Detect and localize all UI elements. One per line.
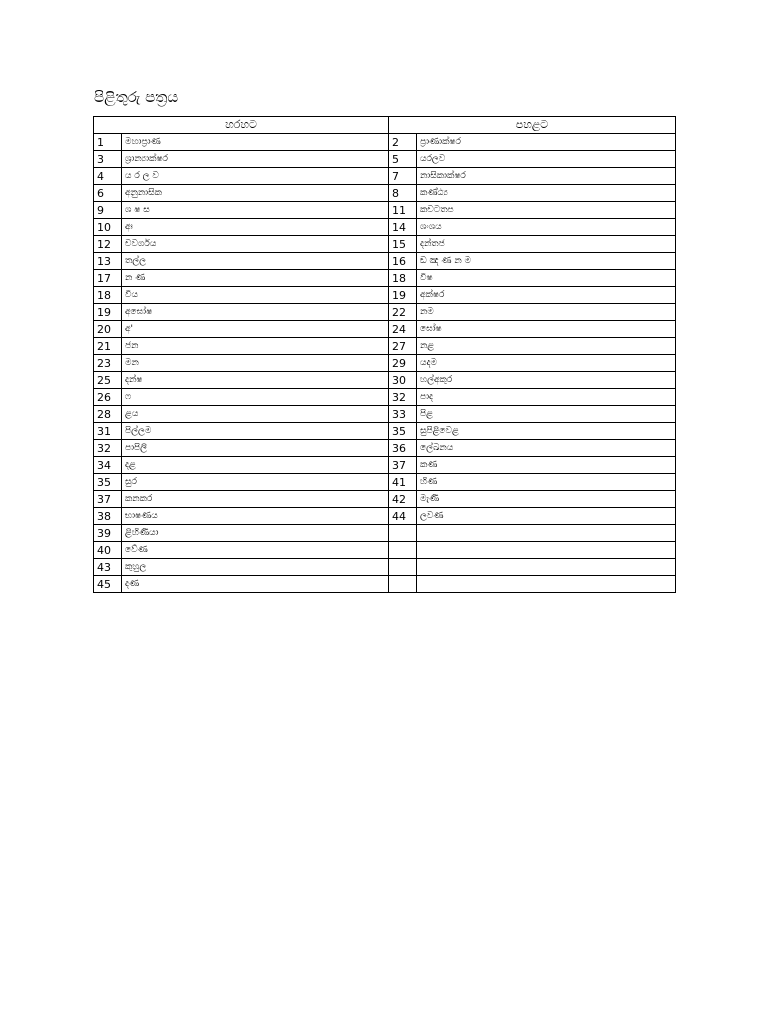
- across-answer: විය: [122, 287, 389, 304]
- down-answer: යරලව: [417, 151, 676, 168]
- down-number: 29: [389, 355, 417, 372]
- down-answer: කණ්ඨ්‍ය: [417, 185, 676, 202]
- across-number: 21: [94, 338, 122, 355]
- across-number: 35: [94, 474, 122, 491]
- across-answer: අ': [122, 321, 389, 338]
- table-row: [94, 236, 676, 253]
- across-answer: අඝෝෂ: [122, 304, 389, 321]
- down-number: [389, 525, 417, 542]
- across-number: 43: [94, 559, 122, 576]
- table-row: [94, 355, 676, 372]
- down-answer: ඝෝෂ: [417, 321, 676, 338]
- table-row: [94, 338, 676, 355]
- down-answer: හල්අකුර: [417, 372, 676, 389]
- down-number: 41: [389, 474, 417, 491]
- table-row: [94, 474, 676, 491]
- down-answer: [417, 542, 676, 559]
- table-row: [94, 134, 676, 151]
- table-row: [94, 321, 676, 338]
- across-number: 18: [94, 287, 122, 304]
- across-answer: පාපිලි: [122, 440, 389, 457]
- down-number: 2: [389, 134, 417, 151]
- table-row: [94, 151, 676, 168]
- down-answer: [417, 576, 676, 593]
- across-answer: ළිහිණියා: [122, 525, 389, 542]
- down-answer: හිණ: [417, 474, 676, 491]
- table-row: [94, 423, 676, 440]
- across-answer: දණ: [122, 576, 389, 593]
- header-down: පහළට: [389, 117, 676, 134]
- down-number: 11: [389, 202, 417, 219]
- table-row: [94, 185, 676, 202]
- across-number: 23: [94, 355, 122, 372]
- across-number: 32: [94, 440, 122, 457]
- down-number: 5: [389, 151, 417, 168]
- across-answer: න ණ: [122, 270, 389, 287]
- across-answer: පිල්ලම: [122, 423, 389, 440]
- table-row: [94, 253, 676, 270]
- table-row: [94, 559, 676, 576]
- down-answer: කචටතප: [417, 202, 676, 219]
- table-row: [94, 270, 676, 287]
- across-answer: කුහුල: [122, 559, 389, 576]
- down-answer: පිළ: [417, 406, 676, 423]
- table-row: [94, 168, 676, 185]
- across-number: 3: [94, 151, 122, 168]
- across-answer: දන්ෂ: [122, 372, 389, 389]
- down-number: [389, 559, 417, 576]
- across-number: 13: [94, 253, 122, 270]
- down-number: 24: [389, 321, 417, 338]
- across-number: 39: [94, 525, 122, 542]
- across-answer: කනකර: [122, 491, 389, 508]
- across-number: 17: [94, 270, 122, 287]
- down-answer: [417, 525, 676, 542]
- table-row: [94, 219, 676, 236]
- down-answer: ලේඛනය: [417, 440, 676, 457]
- down-number: 35: [389, 423, 417, 440]
- across-number: 4: [94, 168, 122, 185]
- across-answer: වේණ: [122, 542, 389, 559]
- down-number: 8: [389, 185, 417, 202]
- table-row: [94, 287, 676, 304]
- down-answer: ශංශය: [417, 219, 676, 236]
- across-number: 9: [94, 202, 122, 219]
- down-answer: ප්‍රාණාක්ෂර: [417, 134, 676, 151]
- table-row: [94, 440, 676, 457]
- across-number: 34: [94, 457, 122, 474]
- header-across: හරහට: [94, 117, 389, 134]
- across-answer: ශ්‍රාන්‍යාක්ෂර: [122, 151, 389, 168]
- down-number: 44: [389, 508, 417, 525]
- across-answer: මහාප්‍රාණ: [122, 134, 389, 151]
- down-answer: මැණි: [417, 491, 676, 508]
- table-header-row: [94, 117, 676, 134]
- across-number: 26: [94, 389, 122, 406]
- across-answer: අනුනාසික: [122, 185, 389, 202]
- down-number: 36: [389, 440, 417, 457]
- across-number: 20: [94, 321, 122, 338]
- across-number: 40: [94, 542, 122, 559]
- down-number: 22: [389, 304, 417, 321]
- down-number: [389, 542, 417, 559]
- across-answer: ය ර ල ව: [122, 168, 389, 185]
- answer-table-body: [94, 134, 676, 593]
- down-answer: [417, 559, 676, 576]
- down-number: 18: [389, 270, 417, 287]
- down-answer: කණ: [417, 457, 676, 474]
- across-answer: තල්ල: [122, 253, 389, 270]
- down-number: 27: [389, 338, 417, 355]
- down-answer: පාද: [417, 389, 676, 406]
- across-answer: ෆ: [122, 389, 389, 406]
- down-number: [389, 576, 417, 593]
- down-answer: නාසිකාක්ෂර: [417, 168, 676, 185]
- down-answer: අක්ෂර: [417, 287, 676, 304]
- across-answer: අඃ: [122, 219, 389, 236]
- down-answer: විෂ: [417, 270, 676, 287]
- down-answer: දන්තජ: [417, 236, 676, 253]
- table-row: [94, 576, 676, 593]
- table-row: [94, 491, 676, 508]
- across-number: 31: [94, 423, 122, 440]
- across-answer: ශ ෂ ස: [122, 202, 389, 219]
- table-row: [94, 457, 676, 474]
- across-number: 1: [94, 134, 122, 151]
- down-number: 32: [389, 389, 417, 406]
- table-row: [94, 202, 676, 219]
- down-number: 14: [389, 219, 417, 236]
- across-answer: දළ: [122, 457, 389, 474]
- down-answer: නම: [417, 304, 676, 321]
- page-title: පිළිතුරු පත්‍රය: [94, 88, 179, 106]
- down-number: 42: [389, 491, 417, 508]
- across-number: 38: [94, 508, 122, 525]
- table-row: [94, 525, 676, 542]
- down-number: 37: [389, 457, 417, 474]
- across-number: 25: [94, 372, 122, 389]
- across-answer: මන: [122, 355, 389, 372]
- down-number: 15: [389, 236, 417, 253]
- across-number: 19: [94, 304, 122, 321]
- across-answer: සුර: [122, 474, 389, 491]
- down-answer: ලවණ: [417, 508, 676, 525]
- across-answer: භාෂණය: [122, 508, 389, 525]
- down-number: 33: [389, 406, 417, 423]
- table-row: [94, 508, 676, 525]
- answer-table: [93, 116, 676, 593]
- across-number: 6: [94, 185, 122, 202]
- across-answer: චවර්ගය: [122, 236, 389, 253]
- table-row: [94, 406, 676, 423]
- across-number: 12: [94, 236, 122, 253]
- table-row: [94, 542, 676, 559]
- table-row: [94, 304, 676, 321]
- across-answer: ළය: [122, 406, 389, 423]
- down-answer: ඞ ඤ ණ න ම: [417, 253, 676, 270]
- down-answer: නළ: [417, 338, 676, 355]
- table-row: [94, 372, 676, 389]
- across-answer: ජන: [122, 338, 389, 355]
- down-answer: සුපිළිවෙළ: [417, 423, 676, 440]
- across-number: 37: [94, 491, 122, 508]
- table-row: [94, 389, 676, 406]
- down-answer: යදම: [417, 355, 676, 372]
- down-number: 7: [389, 168, 417, 185]
- across-number: 28: [94, 406, 122, 423]
- across-number: 10: [94, 219, 122, 236]
- down-number: 19: [389, 287, 417, 304]
- across-number: 45: [94, 576, 122, 593]
- down-number: 30: [389, 372, 417, 389]
- down-number: 16: [389, 253, 417, 270]
